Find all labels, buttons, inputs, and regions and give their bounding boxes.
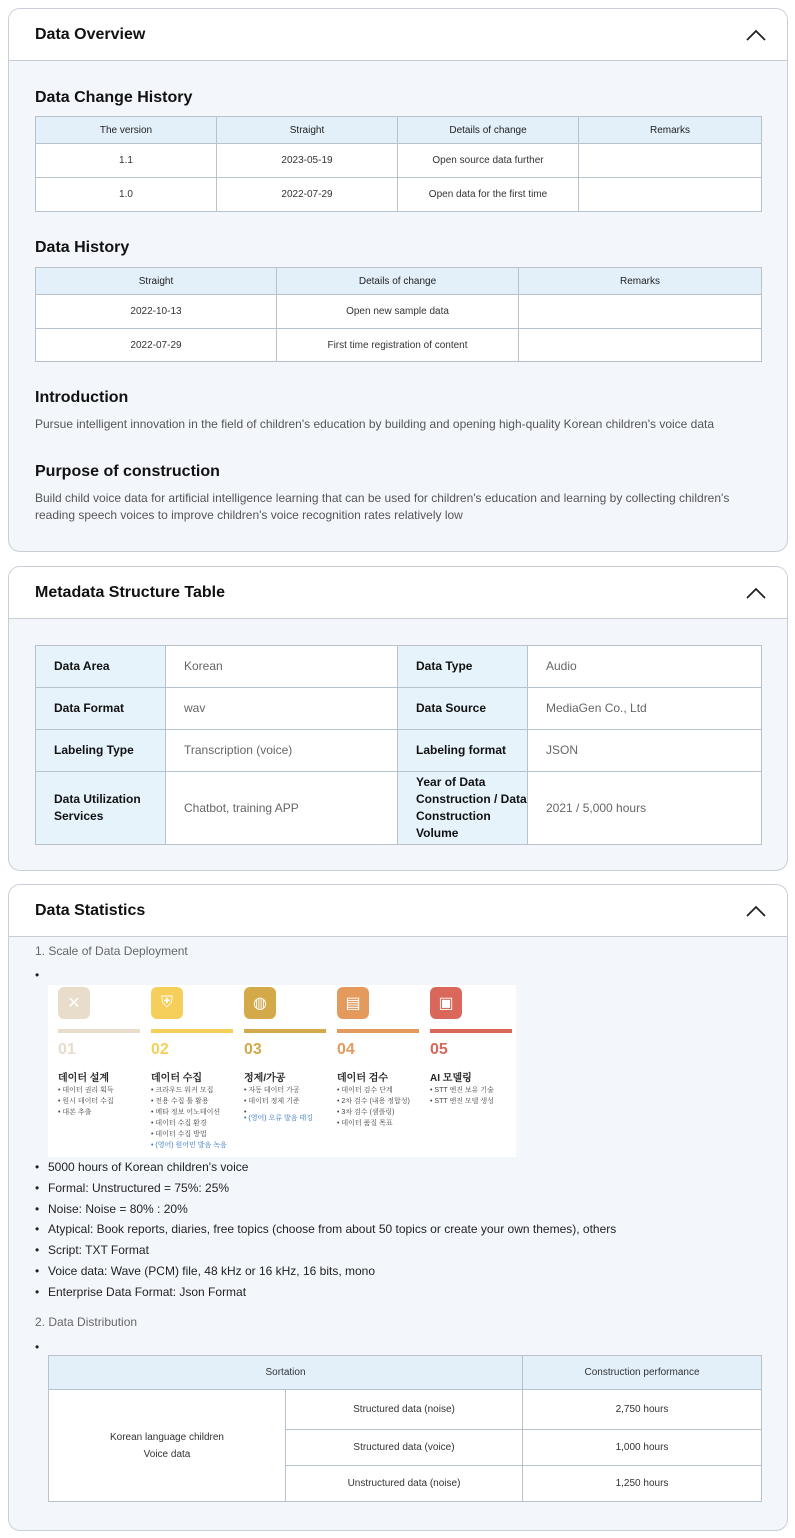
table-row (36, 329, 762, 362)
table-cell: 2022-10-13 (36, 295, 277, 329)
change-history-table (35, 116, 762, 212)
bullet-text: 5000 hours of Korean children's voice (48, 1160, 249, 1174)
step-title: 데이터 수집 (151, 1073, 203, 1084)
metadata-value: JSON (528, 730, 762, 772)
data-statistics-panel (8, 884, 788, 1531)
panel-title: Metadata Structure Table (35, 583, 225, 601)
table-cell: 2023-05-19 (217, 144, 398, 178)
metadata-value: 2021 / 5,000 hours (528, 772, 762, 845)
table-row (49, 1390, 762, 1430)
chevron-up-icon[interactable] (745, 585, 767, 601)
step-number: 05 (430, 1041, 448, 1058)
step-bar (58, 1029, 140, 1033)
step-title: 정제/가공 (244, 1073, 286, 1084)
step-number: 02 (151, 1041, 169, 1058)
metadata-label: Labeling Type (36, 730, 166, 772)
step-item: • 2차 검수 (내용 정합성) (337, 1096, 410, 1107)
document-icon: ▤ (337, 987, 369, 1019)
step-number: 04 (337, 1041, 355, 1058)
step-bar (151, 1029, 233, 1033)
metadata-label: Data Source (398, 688, 528, 730)
distribution-heading: 2. Data Distribution (35, 1315, 138, 1329)
metadata-label: Data Type (398, 646, 528, 688)
table-row (36, 295, 762, 329)
step-item: • (영어) 오류 발음 태깅 (244, 1113, 313, 1124)
table-cell: Open data for the first time (398, 178, 579, 212)
data-statistics-header[interactable] (9, 885, 787, 937)
table-cell: Open source data further (398, 144, 579, 178)
table-cell: First time registration of content (277, 329, 519, 362)
table-header: The version (36, 117, 217, 144)
purpose-text: Build child voice data for artificial intelligence learning that can be used for children's education and learning by collecting children's reading speech voices to improve children's voice recognition rates relatively low (35, 491, 730, 522)
step-list (151, 1085, 227, 1151)
bullet-text: Formal: Unstructured = 75%: 25% (48, 1181, 230, 1195)
metadata-value: Chatbot, training APP (166, 772, 398, 845)
table-header: Remarks (519, 268, 762, 295)
step-number: 03 (244, 1041, 262, 1058)
table-row (36, 646, 762, 688)
section-title-data-history: Data History (35, 239, 130, 256)
table-cell: Open new sample data (277, 295, 519, 329)
step-item: • 자동 데이터 가공 (244, 1085, 313, 1096)
data-history-table (35, 267, 762, 362)
table-cell: 2022-07-29 (217, 178, 398, 212)
bullet-text: Enterprise Data Format: Json Format (48, 1285, 247, 1299)
group-label-cell (49, 1390, 286, 1502)
section-title-change-history: Data Change History (35, 89, 193, 106)
table-cell: Structured data (voice) (286, 1430, 523, 1466)
bullet-text: Voice data: Wave (PCM) file, 48 kHz or 16 kHz, 16 bits, mono (48, 1264, 376, 1278)
deployment-process-image (48, 985, 516, 1157)
step-item: • 데이터 정제 기준 (244, 1096, 313, 1107)
table-cell (519, 295, 762, 329)
table-header: Details of change (398, 117, 579, 144)
panel-title: Data Overview (35, 25, 146, 43)
chevron-up-icon[interactable] (745, 903, 767, 919)
metadata-header[interactable] (9, 567, 787, 619)
step-item: • 3차 검수 (샘플링) (337, 1107, 410, 1118)
shield-icon: ⛨ (151, 987, 183, 1019)
table-row (36, 688, 762, 730)
step-item: • STT 엔진 보유 기술 (430, 1085, 494, 1096)
table-header: Construction performance (523, 1356, 762, 1390)
table-cell: 2022-07-29 (36, 329, 277, 362)
step-number: 01 (58, 1041, 76, 1058)
bullet-text: Atypical: Book reports, diaries, free topics (choose from about 50 topics or create your own themes), others (48, 1222, 617, 1236)
metadata-table (35, 645, 762, 845)
step-item: • 메타 정보 어노테이션 (151, 1107, 227, 1118)
metadata-value: Transcription (voice) (166, 730, 398, 772)
data-overview-header[interactable] (9, 9, 787, 61)
table-cell: 1.1 (36, 144, 217, 178)
distribution-table (48, 1355, 762, 1502)
step-item: • STT 엔진 모델 생성 (430, 1096, 494, 1107)
table-cell (579, 144, 762, 178)
tools-icon: ✕ (58, 987, 90, 1019)
metadata-value: wav (166, 688, 398, 730)
metadata-panel (8, 566, 788, 871)
group-label-line: Voice data (143, 1448, 191, 1460)
step-item: • 전용 수집 툴 활용 (151, 1096, 227, 1107)
table-header: Straight (217, 117, 398, 144)
table-row (36, 730, 762, 772)
step-bar (337, 1029, 419, 1033)
step-item: • 데이터 수집 환경 (151, 1118, 227, 1129)
bullet-text: Noise: Noise = 80% : 20% (48, 1202, 188, 1216)
globe-icon: ◍ (244, 987, 276, 1019)
step-item: • (영어) 원어민 발음 녹음 (151, 1140, 227, 1151)
group-label-line: Korean language children (110, 1431, 224, 1443)
step-item: • 데이터 검수 단계 (337, 1085, 410, 1096)
chevron-up-icon[interactable] (745, 27, 767, 43)
step-title: 데이터 검수 (337, 1073, 389, 1084)
table-header: Sortation (49, 1356, 523, 1390)
scale-heading: 1. Scale of Data Deployment (35, 944, 188, 958)
step-item: • 크라우드 워커 모집 (151, 1085, 227, 1096)
table-row (36, 144, 762, 178)
table-cell: 2,750 hours (523, 1390, 762, 1430)
data-overview-panel (8, 8, 788, 552)
step-item: • 데이터 수집 방법 (151, 1129, 227, 1140)
step-bar (430, 1029, 512, 1033)
section-title-purpose: Purpose of construction (35, 463, 220, 480)
table-row (36, 772, 762, 845)
panel-title: Data Statistics (35, 901, 146, 919)
step-item: • 데이터 권리 획득 (58, 1085, 114, 1096)
metadata-value: MediaGen Co., Ltd (528, 688, 762, 730)
table-cell (519, 329, 762, 362)
metadata-label: Data Utilization Services (36, 772, 166, 845)
step-title: 데이터 설계 (58, 1073, 110, 1084)
step-item: • 데이터 품질 목표 (337, 1118, 410, 1129)
table-cell: Unstructured data (noise) (286, 1466, 523, 1502)
step-item: • 원시 데이터 수집 (58, 1096, 114, 1107)
table-header: Straight (36, 268, 277, 295)
step-title: AI 모델링 (430, 1073, 472, 1084)
table-header: Details of change (277, 268, 519, 295)
table-header: Remarks (579, 117, 762, 144)
introduction-text: Pursue intelligent innovation in the field of children's education by building and opening high-quality Korean children's voice data (35, 417, 715, 431)
table-row (36, 178, 762, 212)
table-cell: 1,000 hours (523, 1430, 762, 1466)
bullet-text: Script: TXT Format (48, 1243, 149, 1257)
step-list (337, 1085, 410, 1129)
metadata-value: Korean (166, 646, 398, 688)
table-cell: 1,250 hours (523, 1466, 762, 1502)
step-list (58, 1085, 114, 1118)
table-cell (579, 178, 762, 212)
metadata-label: Data Format (36, 688, 166, 730)
metadata-label: Data Area (36, 646, 166, 688)
table-cell: Structured data (noise) (286, 1390, 523, 1430)
step-list (430, 1085, 494, 1107)
device-icon: ▣ (430, 987, 462, 1019)
metadata-label: Labeling format (398, 730, 528, 772)
table-cell: 1.0 (36, 178, 217, 212)
metadata-value: Audio (528, 646, 762, 688)
step-bar (244, 1029, 326, 1033)
section-title-introduction: Introduction (35, 389, 129, 406)
metadata-label: Year of Data Construction / Data Construction Volume (398, 772, 528, 845)
step-list (244, 1085, 313, 1124)
step-item: • 대본 추출 (58, 1107, 114, 1118)
